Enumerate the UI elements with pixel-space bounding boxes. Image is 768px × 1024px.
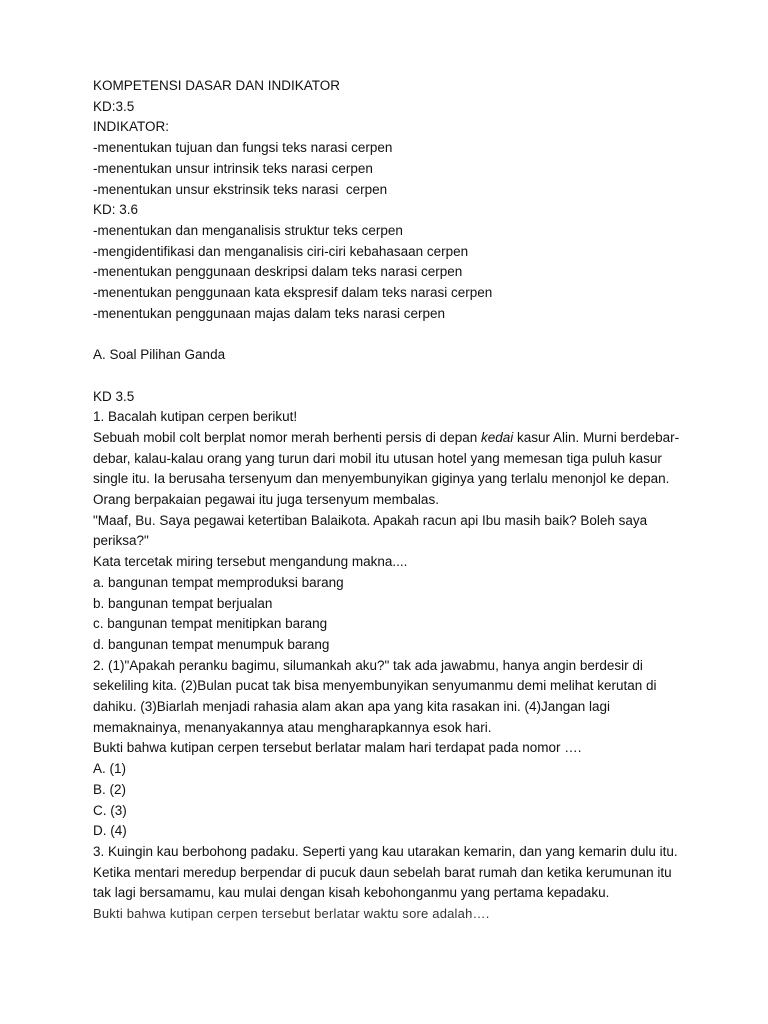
question-2-passage: 2. (1)"Apakah peranku bagimu, silumankah aku?" tak ada jawabmu, hanya angin berdesir di sekeliling kita. (2)Bulan pucat tak bisa menyembunyikan senyumanmu demi melihat kerutan di dahiku. (3)Biarlah menjadi rahasia alam akan apa yang kita rasakan ini. (4)Jangan lagi memaknainya, menanyakannya atau mengharapkannya esok hari. [93,657,657,735]
indicator-item: -menentukan dan menganalisis struktur teks cerpen [93,222,403,238]
answer-option: A. (1) [93,761,127,777]
answer-option: C. (3) [93,802,127,818]
indicator-item: -menentukan tujuan dan fungsi teks narasi cerpen [93,140,393,156]
question-3-text: Bukti bahwa kutipan cerpen tersebut berlatar waktu sore adalah…. [93,906,490,922]
indikator-label: INDIKATOR: [93,119,170,135]
question-3-passage: 3. Kuingin kau berbohong padaku. Seperti yang kau utarakan kemarin, dan yang kemarin dulu itu. Ketika mentari meredup berpendar di pucuk daun sebelah barat rumah dan ketika kerumunan itu tak lagi bersamamu, kau mulai dengan kisah kebohonganmu yang pertama kepadaku. [93,843,678,901]
answer-option: D. (4) [93,823,127,839]
spacer [93,324,693,345]
indicator-item: -menentukan unsur ekstrinsik teks narasi cerpen [93,181,388,197]
indicator-item: -mengidentifikasi dan menganalisis ciri-ciri kebahasaan cerpen [93,243,469,259]
kd-label: KD:3.5 [93,98,135,114]
spacer [93,366,693,387]
question-1-passage: Sebuah mobil colt berplat nomor merah berhenti persis di depan kedai kasur Alin. Murni berdebar-debar, kalau-kalau orang yang turun dari mobil itu utusan hotel yang memesan tiga puluh kasur single itu. Ia berusaha tersenyum dan menyembunyikan giginya yang terlalu menonjol ke depan. Orang berpakaian pegawai itu juga tersenyum membalas. [93,429,680,508]
indicator-item: -menentukan unsur intrinsik teks narasi cerpen [93,160,373,176]
document-title: KOMPETENSI DASAR DAN INDIKATOR [93,78,341,93]
indicator-item: -menentukan penggunaan deskripsi dalam teks narasi cerpen [93,264,463,280]
question-2-text: Bukti bahwa kutipan cerpen tersebut berlatar malam hari terdapat pada nomor …. [93,740,582,756]
answer-option: B. (2) [93,781,127,797]
question-1-prompt: 1. Bacalah kutipan cerpen berikut! [93,409,298,425]
answer-option: b. bangunan tempat berjualan [93,595,273,611]
indicator-item: -menentukan penggunaan kata ekspresif dalam teks narasi cerpen [93,285,493,301]
document-body [93,76,693,925]
kd-label: KD: 3.6 [93,202,139,218]
section-title: A. Soal Pilihan Ganda [93,347,226,363]
question-1-dialog: "Maaf, Bu. Saya pegawai ketertiban Balaikota. Apakah racun api Ibu masih baik? Boleh saya periksa?" [93,512,648,549]
answer-option: d. bangunan tempat menumpuk barang [93,636,330,652]
question-1-text: Kata tercetak miring tersebut mengandung makna.... [93,554,408,570]
section-kd: KD 3.5 [93,388,135,404]
answer-option: a. bangunan tempat memproduksi barang [93,574,344,590]
answer-option: c. bangunan tempat menitipkan barang [93,616,328,632]
indicator-item: -menentukan penggunaan majas dalam teks narasi cerpen [93,305,445,321]
italic-word: kedai [480,429,514,445]
